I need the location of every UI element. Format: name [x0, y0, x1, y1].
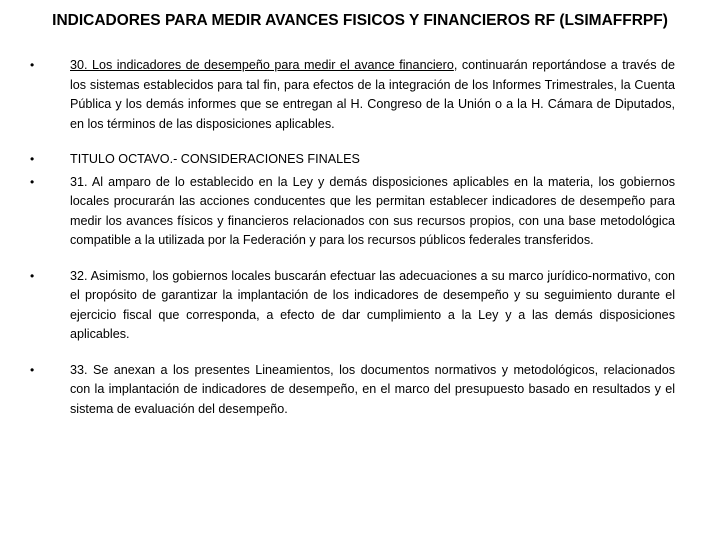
item-text: 31. Al amparo de lo establecido en la Ley y demás disposiciones aplicables en la materia, los gobiernos locales procurarán las acciones conducentes que les permitan establecer indicadores de desempeño para medir los avances físicos y financieros relacionados con sus recursos propios, con una base metodológica compatible a la utilizada por la Federación y para los recursos públicos federales transferidos. [70, 174, 675, 247]
item-rest-text: , continuarán reportándose a través de los sistemas establecidos para tal fin, para efectos de la integración de los Informes Trimestrales, la Cuenta Pública y los demás informes que se entregan al H. Congreso de la Unión o a la H. Cámara de Diputados, en los términos de las disposiciones aplicables. [70, 58, 675, 131]
list-item-30 [30, 56, 675, 134]
page-title: INDICADORES PARA MEDIR AVANCES FISICOS Y FINANCIEROS RF (LSIMAFFRPF) [52, 12, 668, 29]
bullet-icon: • [30, 174, 35, 189]
list-item-titulo [30, 150, 675, 170]
list-item-32 [30, 267, 675, 345]
item-text: 32. Asimismo, los gobiernos locales buscarán efectuar las adecuaciones a su marco jurídico-normativo, con el propósito de garantizar la implantación de los indicadores de desempeño y su seguimiento durante el ejercicio fiscal que corresponda, a efecto de dar cumplimiento a la Ley y a las demás disposiciones aplicables. [70, 268, 675, 341]
bullet-list [30, 56, 675, 419]
item-text: 33. Se anexan a los presentes Lineamientos, los documentos normativos y metodológicos, relacionados con la implantación de indicadores de desempeño, en el marco del presupuesto basado en resultados y el sistema de evaluación del desempeño. [70, 362, 675, 416]
section-heading: TITULO OCTAVO.- CONSIDERACIONES FINALES [70, 152, 360, 166]
bullet-icon: • [30, 152, 35, 166]
list-item-33 [30, 361, 675, 420]
bullet-icon: • [30, 268, 35, 283]
item-text [70, 56, 675, 134]
item-underlined-text: 30. Los indicadores de desempeño para medir el avance financiero [70, 58, 454, 72]
list-item-31 [30, 173, 675, 251]
bullet-icon: • [30, 362, 35, 377]
bullet-icon: • [30, 58, 35, 72]
